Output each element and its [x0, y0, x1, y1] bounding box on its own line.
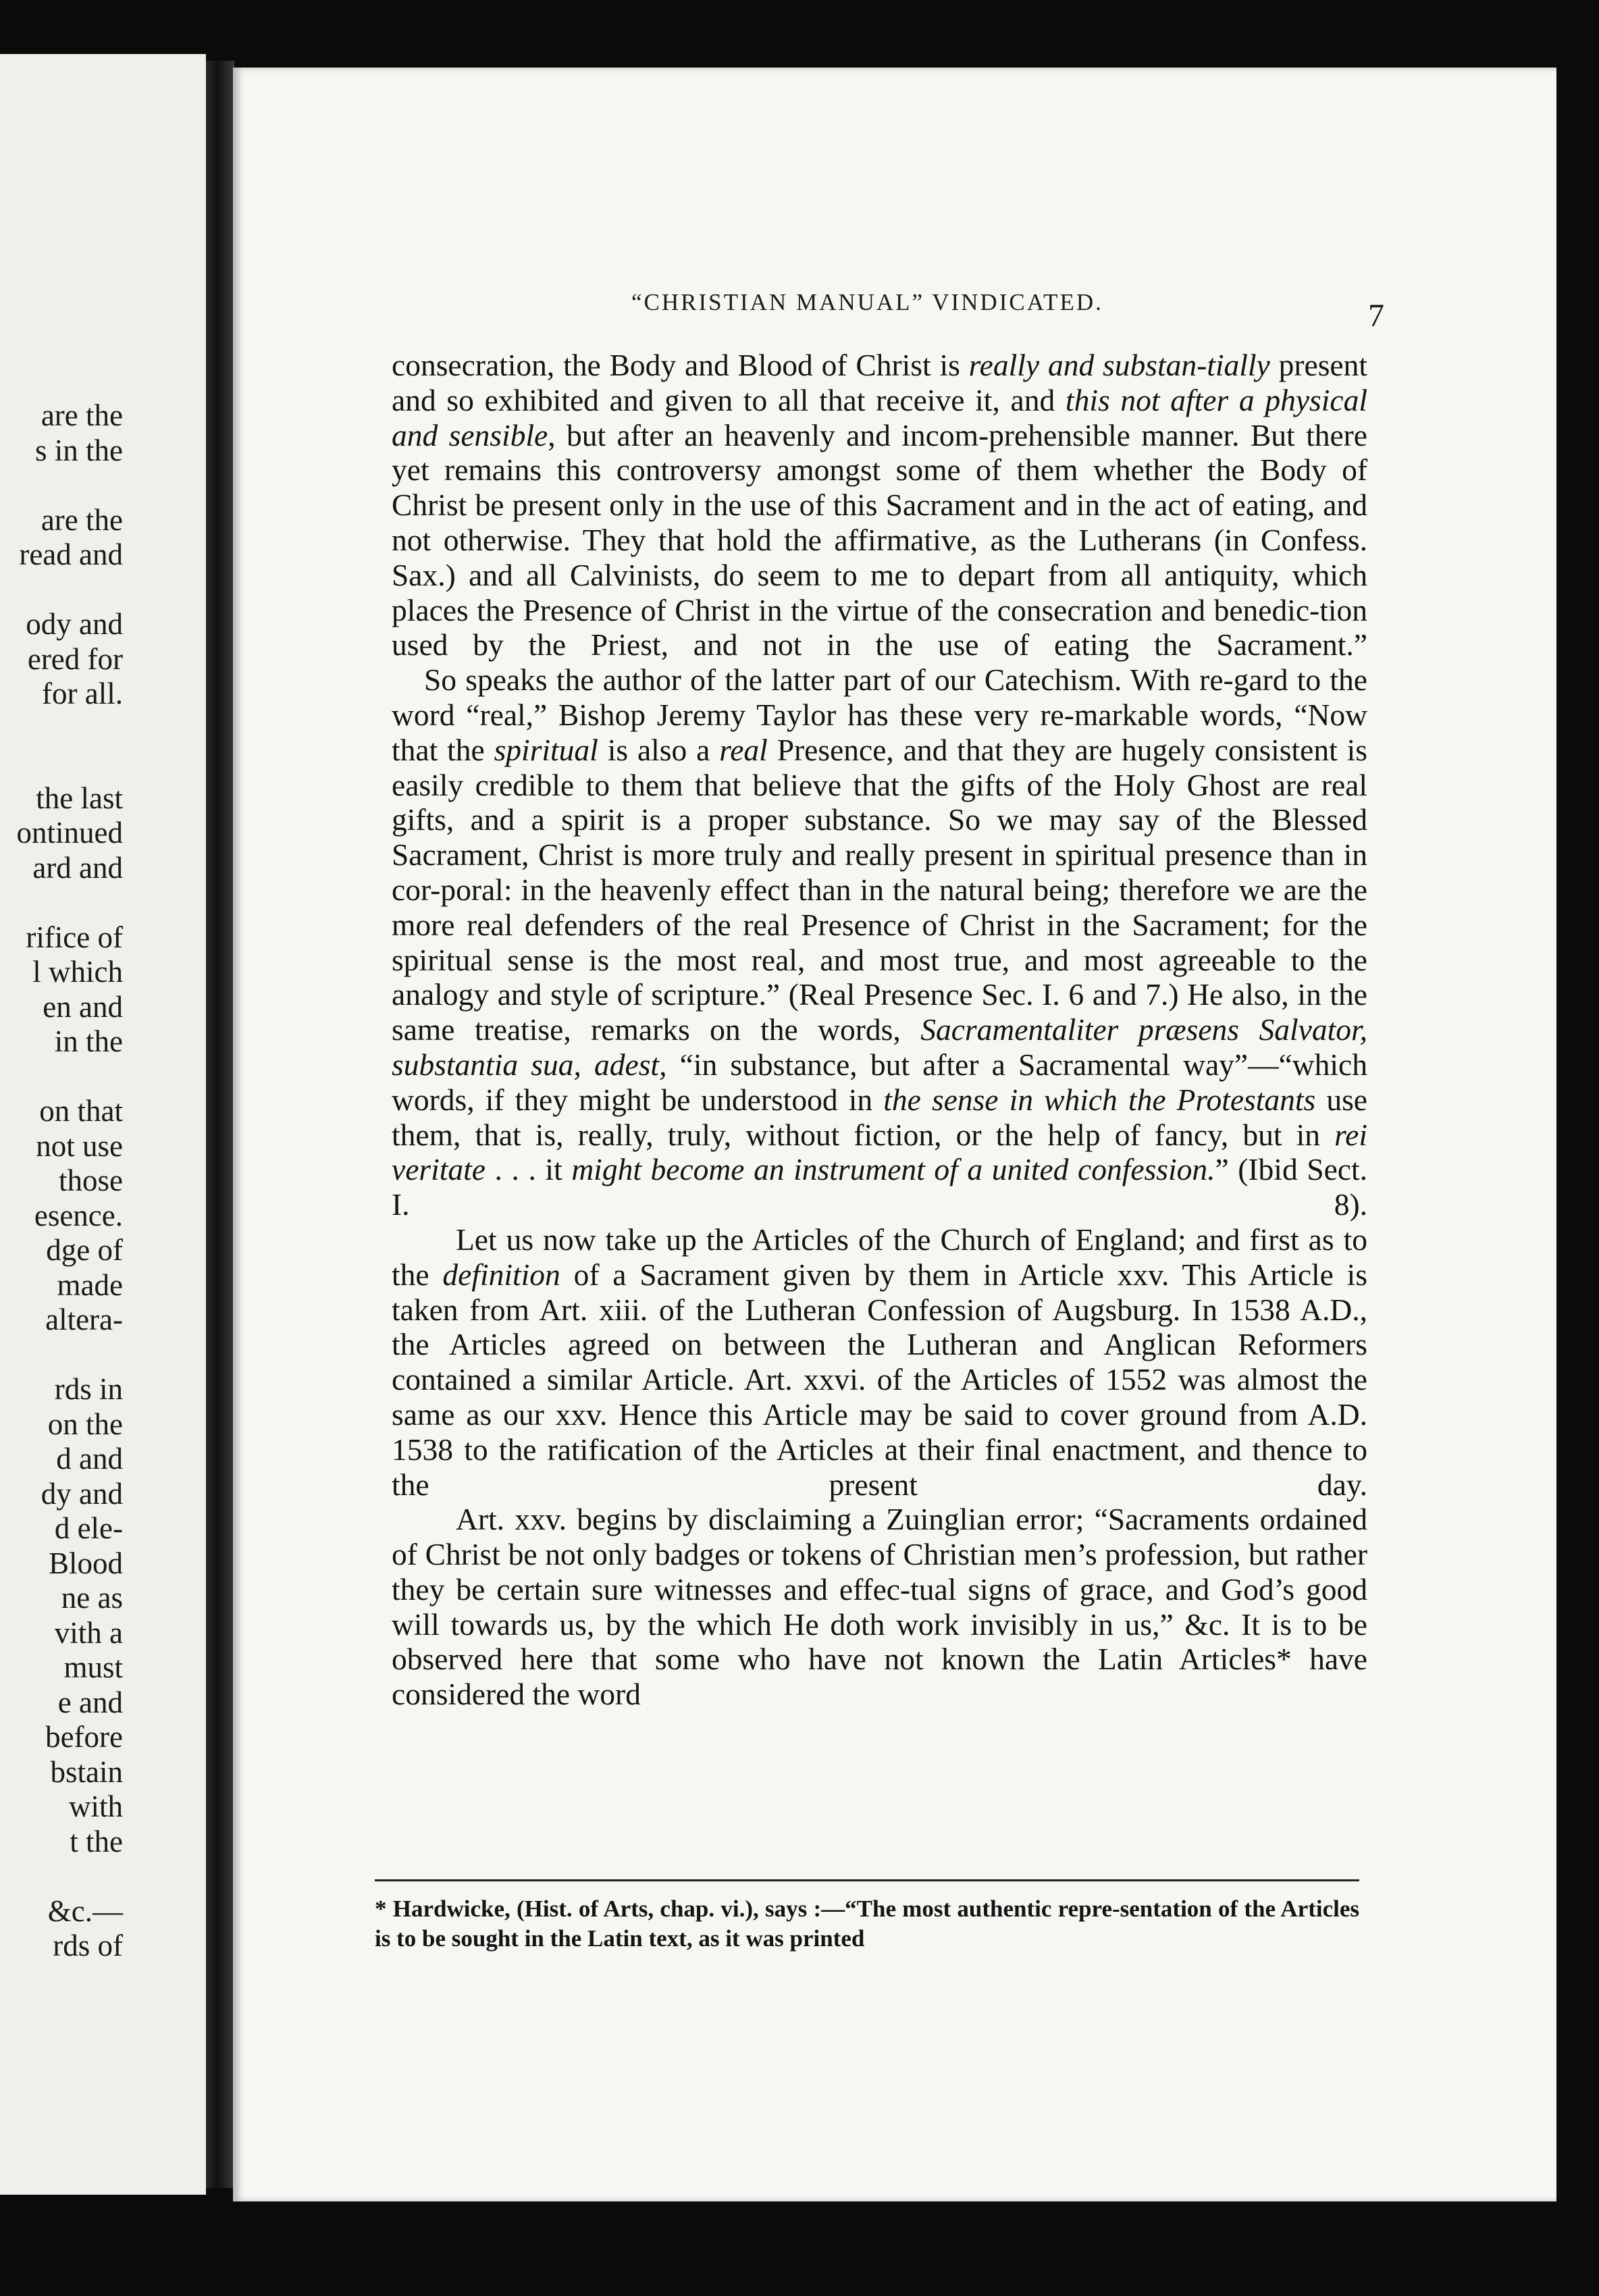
text-run: consecration, the Body and Blood of Christ is [392, 348, 969, 382]
previous-page-line: read and [19, 538, 123, 571]
previous-page-line [0, 1060, 203, 1095]
previous-page-line: vith a [54, 1615, 123, 1650]
previous-page-line: d ele- [54, 1511, 123, 1545]
previous-page-line: rifice of [26, 920, 123, 954]
previous-page-line: en and [43, 989, 123, 1024]
text-run: Art. xxv. begins by disclaiming a Zuinglian error; “Sacraments ordained of Christ be not only badges or tokens of Christian men’s profession, but rather they be certain sure witnesses and effec-tual signs of grace, and God’s good will towards us, by the which He doth work invisibly in us,” &c. It is to be observed here that some who have not known the Latin Articles* have considered the word [392, 1502, 1367, 1712]
paragraph-4 [392, 1502, 1367, 1712]
italic-run: spiritual [494, 732, 598, 767]
text-run: , but after an heavenly and incom-prehensible manner. But there yet remains this controversy amongst some of them whether the Body of Christ be present only in the use of this Sacrament and in the act of eating, and not otherwise. They that hold the affirmative, as the Lutherans (in Confess. Sax.) and all Calvinists, do seem to me to depart from all antiquity, which places the Presence of Christ in the virtue of the consecration and benedic-tion used by the Priest, and not in the use of eating the Sacrament.” [392, 417, 1368, 662]
previous-page-line [0, 573, 203, 608]
previous-page-line: in the [54, 1024, 123, 1058]
previous-page-line: l which [32, 955, 123, 989]
italic-run: Sacramentaliter præsens Salvator, substantia sua, adest, [392, 1012, 1367, 1082]
previous-page-line: esence. [34, 1198, 123, 1232]
previous-page-line: not use [36, 1128, 123, 1163]
italic-run: rei veritate [392, 1117, 1367, 1187]
previous-page-line: before [45, 1720, 123, 1754]
text-run: “in substance, but after a Sacramental way”—“which words, if they might be understood in [392, 1047, 1367, 1117]
previous-page-line [0, 746, 203, 781]
page-number: 7 [1368, 298, 1384, 334]
footnote-text: * Hardwicke, (Hist. of Arts, chap. vi.), says :—“The most authentic repre-sentation of the Articles is to be sought in the Latin text, as it was printed [375, 1896, 1359, 1952]
previous-page-line: ard and [32, 850, 123, 885]
text-run: . . . it [485, 1152, 572, 1187]
page-body [392, 348, 1367, 1712]
previous-page-line: t the [70, 1824, 123, 1858]
previous-page-line: ontinued [16, 816, 123, 850]
previous-page-line: are the [41, 398, 123, 432]
previous-page-line: ered for [27, 642, 123, 676]
paragraph-1 [392, 348, 1367, 662]
previous-page-line: bstain [50, 1754, 123, 1789]
previous-page-line: rds of [53, 1929, 123, 1962]
previous-page-line: must [63, 1650, 123, 1684]
text-run: Presence, and that they are hugely consistent is easily credible to them that believe that the gifts of the Holy Ghost are real gifts, and a spirit is a proper substance. So we may say of the Blessed Sacrament, Christ is more truly and really present in spiritual presence than in cor-poral: in the heavenly effect than in the natural being; therefore we are the more real defenders of the real Presence of Christ in the Sacrament; for the spiritual sense is the most real, and most true, and most agreeable to the analogy and style of scripture.” (Real Presence Sec. I. 6 and 7.) He also, in the same treatise, remarks on the words, [392, 732, 1367, 1047]
previous-page-line: dge of [46, 1233, 123, 1267]
previous-page-line [0, 712, 203, 747]
previous-page-edge [0, 54, 206, 2195]
italic-run: real [719, 732, 768, 767]
text-run: is also a [598, 732, 720, 767]
previous-page-line: made [57, 1268, 123, 1302]
previous-page-line: are the [41, 502, 123, 537]
previous-page-line: dy and [41, 1476, 123, 1511]
previous-page-text-fragments [0, 398, 203, 1964]
previous-page-line: for all. [42, 677, 123, 710]
previous-page-line: s in the [35, 433, 123, 467]
previous-page-line: on the [47, 1407, 123, 1441]
text-run: So speaks the author of the latter part of our Catechism. With re-gard to the word “real,” Bishop Jeremy Taylor has these very re-markable words, “Now that the [392, 662, 1367, 767]
running-title: “CHRISTIAN MANUAL” VINDICATED. [631, 289, 1103, 315]
previous-page-line: d and [56, 1442, 123, 1476]
text-run: ” (Ibid Sect. I. 8). [392, 1152, 1367, 1222]
previous-page-line [0, 1338, 203, 1373]
previous-page-line: rds in [54, 1372, 123, 1406]
previous-page-line [0, 468, 203, 503]
text-run: present and so exhibited and given to all that receive it, and [392, 348, 1367, 417]
text-run: of a Sacrament given by them in Article xxv. This Article is taken from Art. xiii. of the Lutheran Confession of Augsburg. In 1538 A.D., the Articles agreed on between the Lutheran and Anglican Reformers contained a similar Article. Art. xxvi. of the Articles of 1552 was almost the same as our xxv. Hence this Article may be said to cover ground from A.D. 1538 to the ratification of the Articles at their final enactment, and thence to the present day. [392, 1257, 1367, 1502]
italic-run: definition [442, 1257, 560, 1292]
italic-run: really and substan-tially [968, 348, 1270, 382]
book-gutter [206, 61, 234, 2188]
footnote [375, 1894, 1359, 1954]
previous-page-line: Blood [48, 1546, 123, 1580]
footnote-rule [375, 1879, 1359, 1881]
previous-page-line: with [68, 1790, 123, 1823]
paragraph-2 [392, 662, 1367, 1222]
previous-page-line: ne as [61, 1581, 123, 1615]
previous-page-line: those [59, 1164, 123, 1197]
previous-page-line: on that [39, 1094, 123, 1128]
text-run: use them, that is, really, truly, without fiction, or the help of fancy, but in [392, 1082, 1368, 1152]
previous-page-line: the last [36, 781, 123, 815]
previous-page-line: ody and [26, 607, 123, 641]
previous-page-line [0, 885, 203, 920]
previous-page-line: e and [57, 1685, 123, 1719]
italic-run: might become an instrument of a united confession. [571, 1152, 1215, 1187]
paragraph-3 [392, 1222, 1367, 1502]
text-run: Let us now take up the Articles of the Church of England; and first as to the [392, 1222, 1367, 1292]
previous-page-line: &c.— [47, 1894, 123, 1928]
previous-page-line [0, 1859, 203, 1894]
italic-run: this not after a physical and sensible [392, 382, 1367, 452]
italic-run: the sense in which the Protestants [883, 1082, 1316, 1117]
previous-page-line: altera- [45, 1303, 123, 1336]
